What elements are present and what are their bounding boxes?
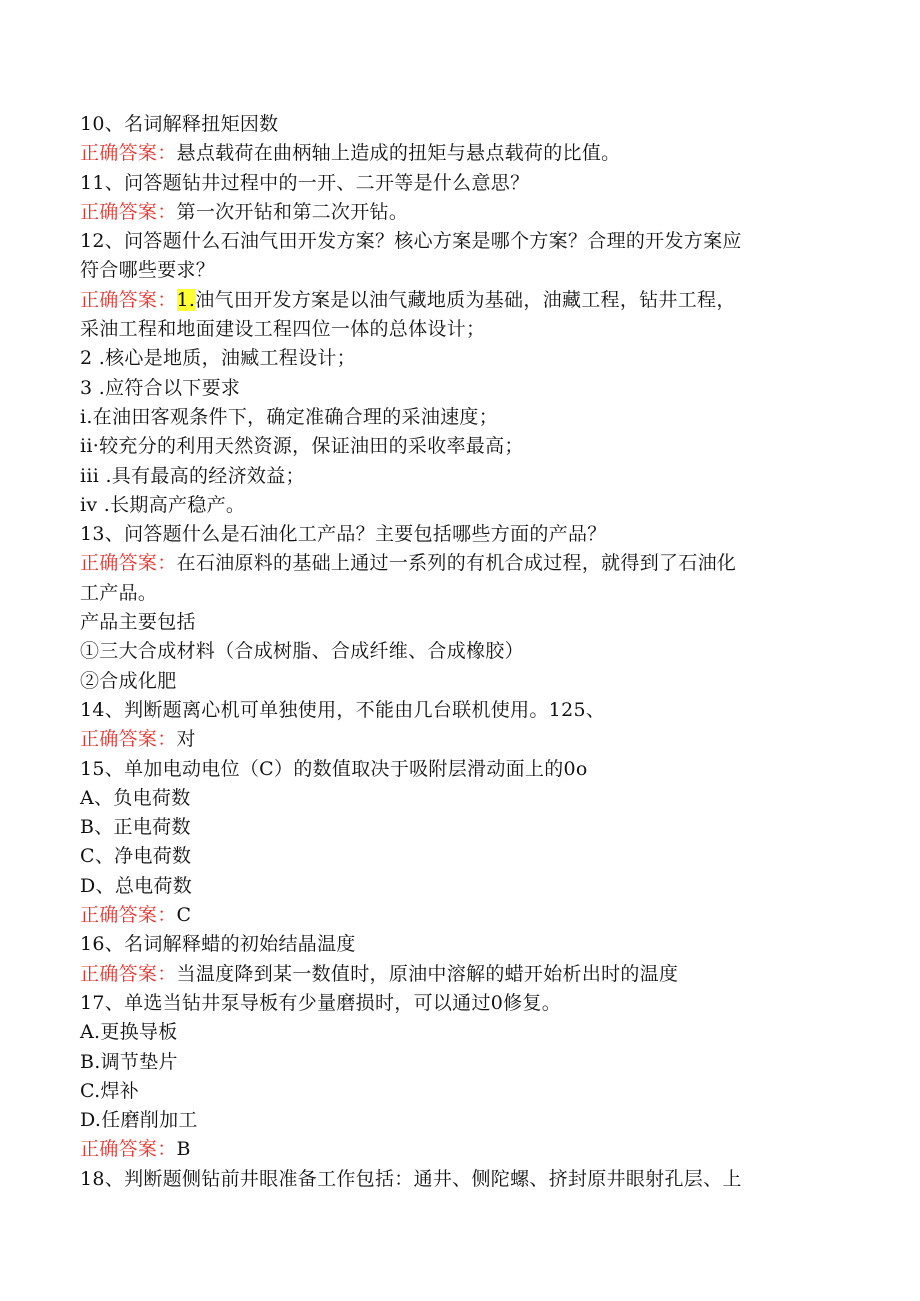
document-body: [80, 110, 822, 1194]
answer-text: 油气田开发方案是以油气藏地质为基础，油藏工程，钻井工程，: [195, 288, 736, 311]
answer-label: 正确答案：: [80, 200, 177, 223]
question-18: 18、判断题侧钻前井眼准备工作包括：通井、侧陀螺、挤封原井眼射孔层、上: [80, 1167, 742, 1190]
answer-10: [80, 139, 822, 168]
answer-12-line-6: ii·较充分的利用天然资源，保证油田的采收率最高；: [80, 435, 524, 458]
answer-12-line-3: 2 .核心是地质，油臧工程设计；: [80, 347, 356, 370]
answer-13-line-5: ②合成化肥: [80, 669, 177, 692]
question-12-line-1: 12、问答题什么石油气田开发方案？核心方案是哪个方案？合理的开发方案应: [80, 230, 742, 253]
answer-12-line-4: 3 .应符合以下要求: [80, 376, 241, 399]
answer-text: B: [176, 1138, 191, 1161]
answer-label: 正确答案：: [80, 962, 177, 985]
question-11: 11、问答题钻井过程中的一开、二开等是什么意思？: [80, 171, 530, 194]
option-c: C、净电荷数: [80, 845, 192, 868]
answer-label: 正确答案：: [80, 904, 177, 927]
answer-label: 正确答案：: [80, 728, 177, 751]
option-a: A、负电荷数: [80, 786, 191, 809]
option-c: C.焊补: [80, 1079, 140, 1102]
option-d: D、总电荷数: [80, 874, 193, 897]
option-b: B、正电荷数: [80, 816, 191, 839]
answer-13: [80, 549, 822, 578]
answer-text: 在石油原料的基础上通过一系列的有机合成过程，就得到了石油化: [176, 552, 737, 575]
answer-13-line-3: 产品主要包括: [80, 611, 196, 634]
option-d: D.任磨削加工: [80, 1109, 198, 1132]
question-16: 16、名词解释蜡的初始结晶温度: [80, 933, 356, 956]
answer-13-line-2: 工产品。: [80, 581, 158, 604]
question-17: 17、单选当钻井泵导板有少量磨损时，可以通过0修复。: [80, 991, 562, 1014]
answer-17: [80, 1135, 822, 1164]
option-b: B.调节垫片: [80, 1050, 178, 1073]
answer-label: 正确答案：: [80, 288, 177, 311]
option-a: A.更换导板: [80, 1021, 178, 1044]
answer-text: 当温度降到某一数值时，原油中溶解的蜡开始析出时的温度: [176, 962, 679, 985]
answer-label: 正确答案：: [80, 552, 177, 575]
answer-text: 悬点载荷在曲柄轴上造成的扭矩与悬点载荷的比值。: [176, 142, 621, 165]
answer-12-line-8: iv .长期高产稳产。: [80, 493, 246, 516]
answer-16: [80, 960, 822, 989]
answer-text: C: [176, 904, 192, 927]
answer-12-line-2: 采油工程和地面建设工程四位一体的总体设计；: [80, 318, 486, 341]
answer-14: [80, 725, 822, 754]
answer-12: [80, 286, 822, 315]
answer-text: 对: [176, 728, 196, 751]
answer-13-line-4: ①三大合成材料（合成树脂、合成纤维、合成橡胶）: [80, 640, 524, 663]
answer-label: 正确答案：: [80, 142, 177, 165]
answer-15: [80, 901, 822, 930]
answer-12-line-7: iii .具有最高的经济效益；: [80, 464, 305, 487]
question-15: 15、单加电动电位（C）的数值取决于吸附层滑动面上的0o: [80, 757, 588, 780]
highlighted-number: 1.: [176, 288, 196, 311]
answer-text: 第一次开钻和第二次开钻。: [176, 200, 409, 223]
answer-label: 正确答案：: [80, 1138, 177, 1161]
answer-12-line-5: i.在油田客观条件下，确定准确合理的采油速度；: [80, 405, 499, 428]
answer-11: [80, 198, 822, 227]
question-13: 13、问答题什么是石油化工产品？主要包括哪些方面的产品？: [80, 523, 607, 546]
question-10: 10、名词解释扭矩因数: [80, 113, 279, 135]
question-12-line-2: 符合哪些要求？: [80, 259, 216, 282]
question-14: 14、判断题离心机可单独使用，不能由几台联机使用。125、: [80, 698, 606, 721]
